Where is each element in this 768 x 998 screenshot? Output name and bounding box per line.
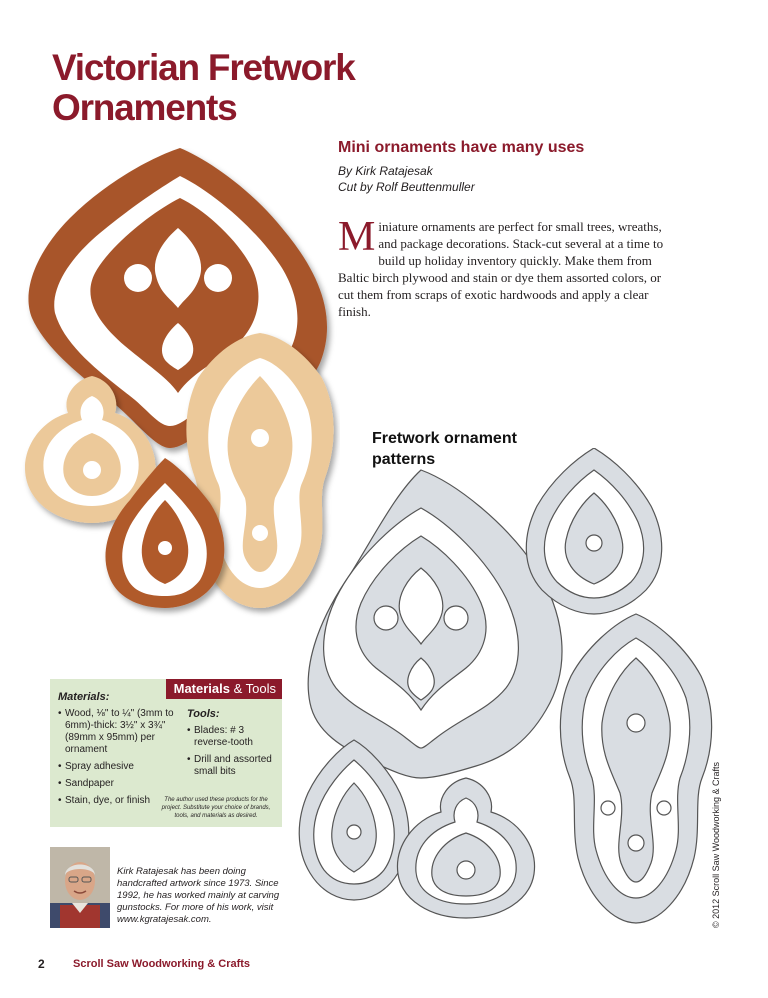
- patterns-heading: Fretwork ornament patterns: [372, 430, 517, 468]
- products-note: The author used these products for the project. Substitute your choice of brands, tools, and materials as desired.: [161, 797, 271, 819]
- intro-body: iniature ornaments are perfect for small trees, wreaths, and package decorations. Stack-cut several at a time to build up holiday inventory quickly. Make them from Baltic birch plywood and stain or dye them assorted colors, or cut them from scraps of exotic hardwoods and apply a clear finish.: [338, 219, 664, 319]
- tools-heading: Tools:: [187, 708, 220, 720]
- tools-list: [187, 725, 277, 783]
- materials-header-rest: & Tools: [229, 681, 276, 696]
- drop-cap: M: [338, 214, 376, 260]
- materials-item: • Wood, ⅛" to ¼" (3mm to 6mm)-thick: 3½" x 3¾" (89mm x 95mm) per ornament: [58, 708, 176, 756]
- byline-author: By Kirk Ratajesak: [338, 164, 433, 178]
- copyright-notice: © 2012 Scroll Saw Woodworking & Crafts: [711, 761, 721, 928]
- materials-item: • Spray adhesive: [58, 761, 176, 773]
- page-number: 2: [38, 957, 45, 971]
- article-title: Victorian Fretwork Ornaments: [52, 47, 355, 128]
- pattern-tall: [560, 614, 711, 923]
- materials-tools-box: [50, 679, 282, 827]
- magazine-name: Scroll Saw Woodworking & Crafts: [73, 958, 251, 970]
- materials-item: • Stain, dye, or finish: [58, 795, 176, 807]
- pattern-onion-top: [526, 448, 661, 614]
- materials-item: • Sandpaper: [58, 778, 176, 790]
- tools-item: • Blades: # 3 reverse-tooth: [187, 725, 277, 749]
- ornament-patterns: [296, 448, 736, 938]
- materials-header-bold: Materials: [173, 681, 230, 696]
- materials-list: [58, 708, 176, 812]
- materials-tools-header: [166, 679, 282, 699]
- intro-paragraph: [338, 214, 668, 320]
- tools-item: • Drill and assorted small bits: [187, 754, 277, 778]
- pattern-round: [397, 778, 534, 918]
- author-photo: [50, 847, 110, 928]
- author-bio: Kirk Ratajesak has been doing handcrafted artwork since 1973. Since 1992, he has worked mainly at carving gunstocks. For more of his work, visit www.kgratajesak.com.: [117, 866, 280, 925]
- pattern-diamond: [308, 470, 562, 778]
- materials-heading: Materials:: [58, 691, 110, 703]
- article-subtitle: Mini ornaments have many uses: [338, 139, 585, 156]
- cut-ornaments-photo: [20, 148, 340, 618]
- byline-cutter: Cut by Rolf Beuttenmuller: [338, 180, 475, 194]
